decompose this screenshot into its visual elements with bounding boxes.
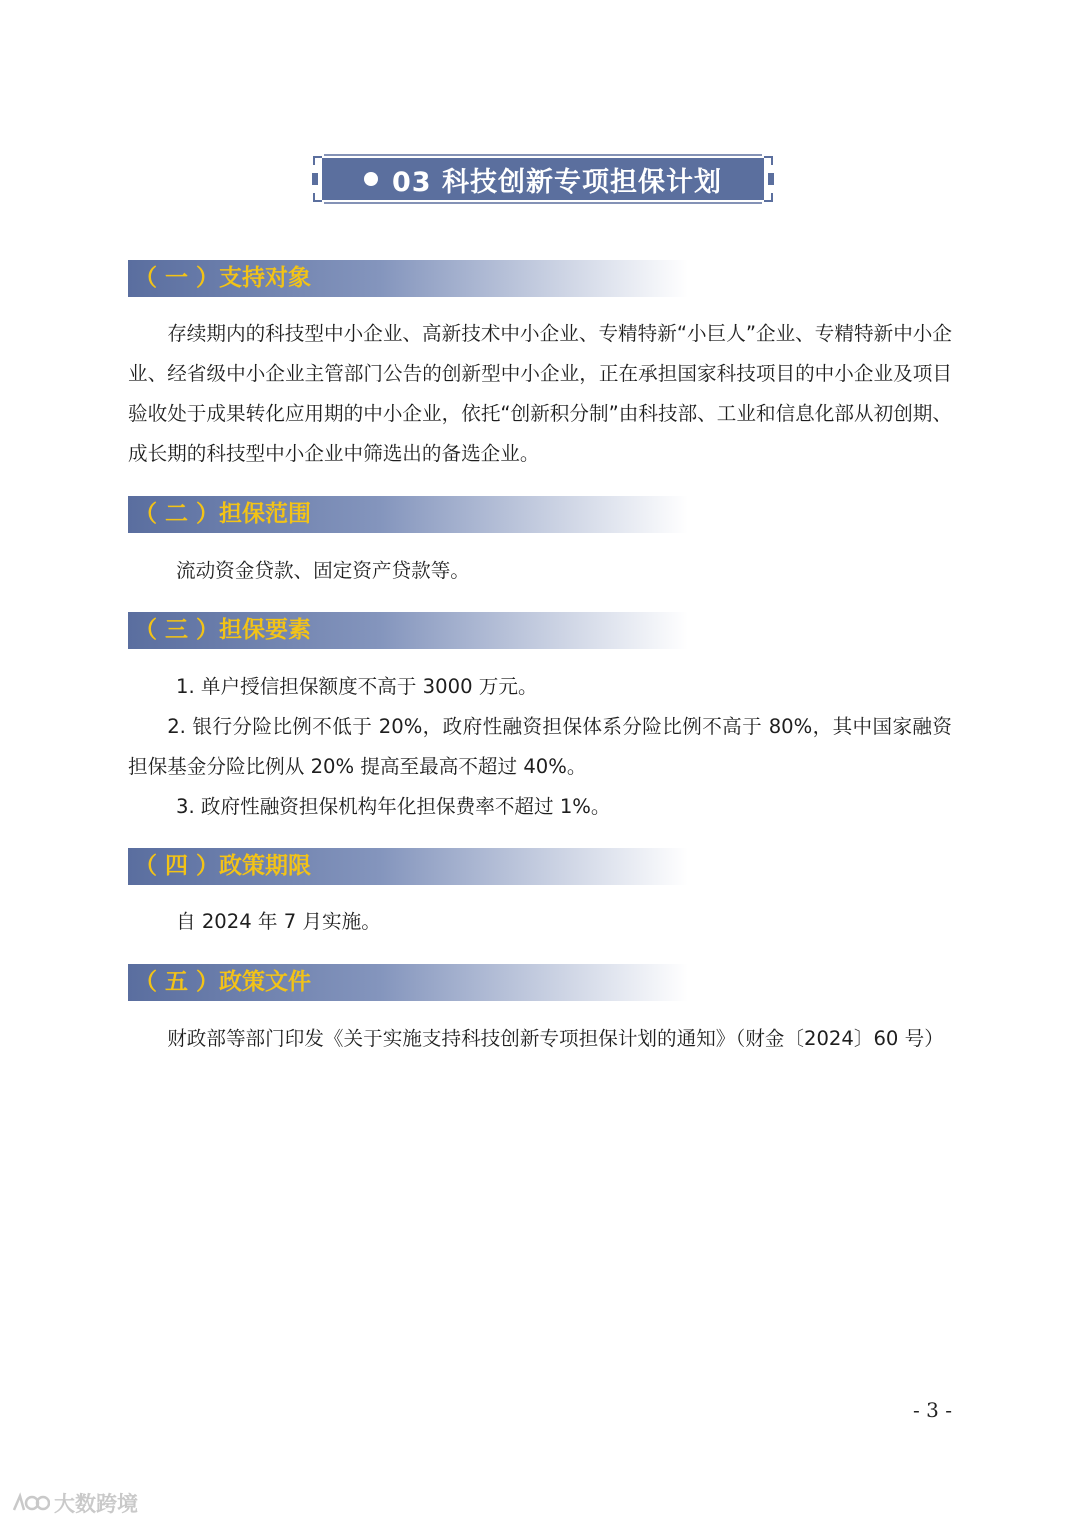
page-number: - 3 -: [913, 1398, 952, 1422]
support-target-paragraph: 存续期内的科技型中小企业、高新技术中小企业、专精特新“小巨人”企业、专精特新中小企业、经省级中小企业主管部门公告的创新型中小企业，正在承担国家科技项目的中小企业及项目验收处于成果转化应用期的中小企业，依托“创新积分制”由科技部、工业和信息化部从初创期、成长期的科技型中小企业中筛选出的备选企业。: [128, 322, 952, 465]
banner-title-box: [322, 158, 764, 200]
section-heading-label: （ 四 ）政策期限: [134, 853, 312, 879]
section-heading-label: （ 二 ）担保范围: [134, 501, 312, 527]
title-banner: [312, 153, 774, 205]
guarantee-scope-text: 流动资金贷款、固定资产贷款等。: [176, 559, 470, 582]
section-heading-policy-document: [128, 964, 688, 1001]
policy-document-paragraph: 财政部等部门印发《关于实施支持科技创新专项担保计划的通知》（财金〔2024〕60 号）: [167, 1027, 944, 1050]
section-heading-guarantee-scope: [128, 496, 688, 533]
watermark: [10, 1488, 138, 1518]
guarantee-element-item-1: 1. 单户授信担保额度不高于 3000 万元。: [176, 675, 538, 698]
section-heading-policy-period: [128, 848, 688, 885]
section-heading-guarantee-elements: [128, 612, 688, 649]
policy-period-text: 自 2024 年 7 月实施。: [176, 910, 381, 933]
page-title: 03 科技创新专项担保计划: [392, 166, 722, 198]
guarantee-element-item-2: 2. 银行分险比例不低于 20%，政府性融资担保体系分险比例不高于 80%，其中国家融资担保基金分险比例从 20% 提高至最高不超过 40%。: [128, 715, 952, 778]
watermark-text: 大数跨境: [54, 1492, 138, 1516]
section-heading-support-target: [128, 260, 688, 297]
section-heading-label: （ 五 ）政策文件: [134, 969, 312, 995]
logo-icon: [10, 1490, 50, 1516]
section-heading-label: （ 三 ）担保要素: [134, 617, 312, 643]
section-heading-label: （ 一 ）支持对象: [134, 265, 312, 291]
bullet-dot-icon: [364, 172, 378, 186]
guarantee-element-item-3: 3. 政府性融资担保机构年化担保费率不超过 1%。: [176, 795, 611, 818]
